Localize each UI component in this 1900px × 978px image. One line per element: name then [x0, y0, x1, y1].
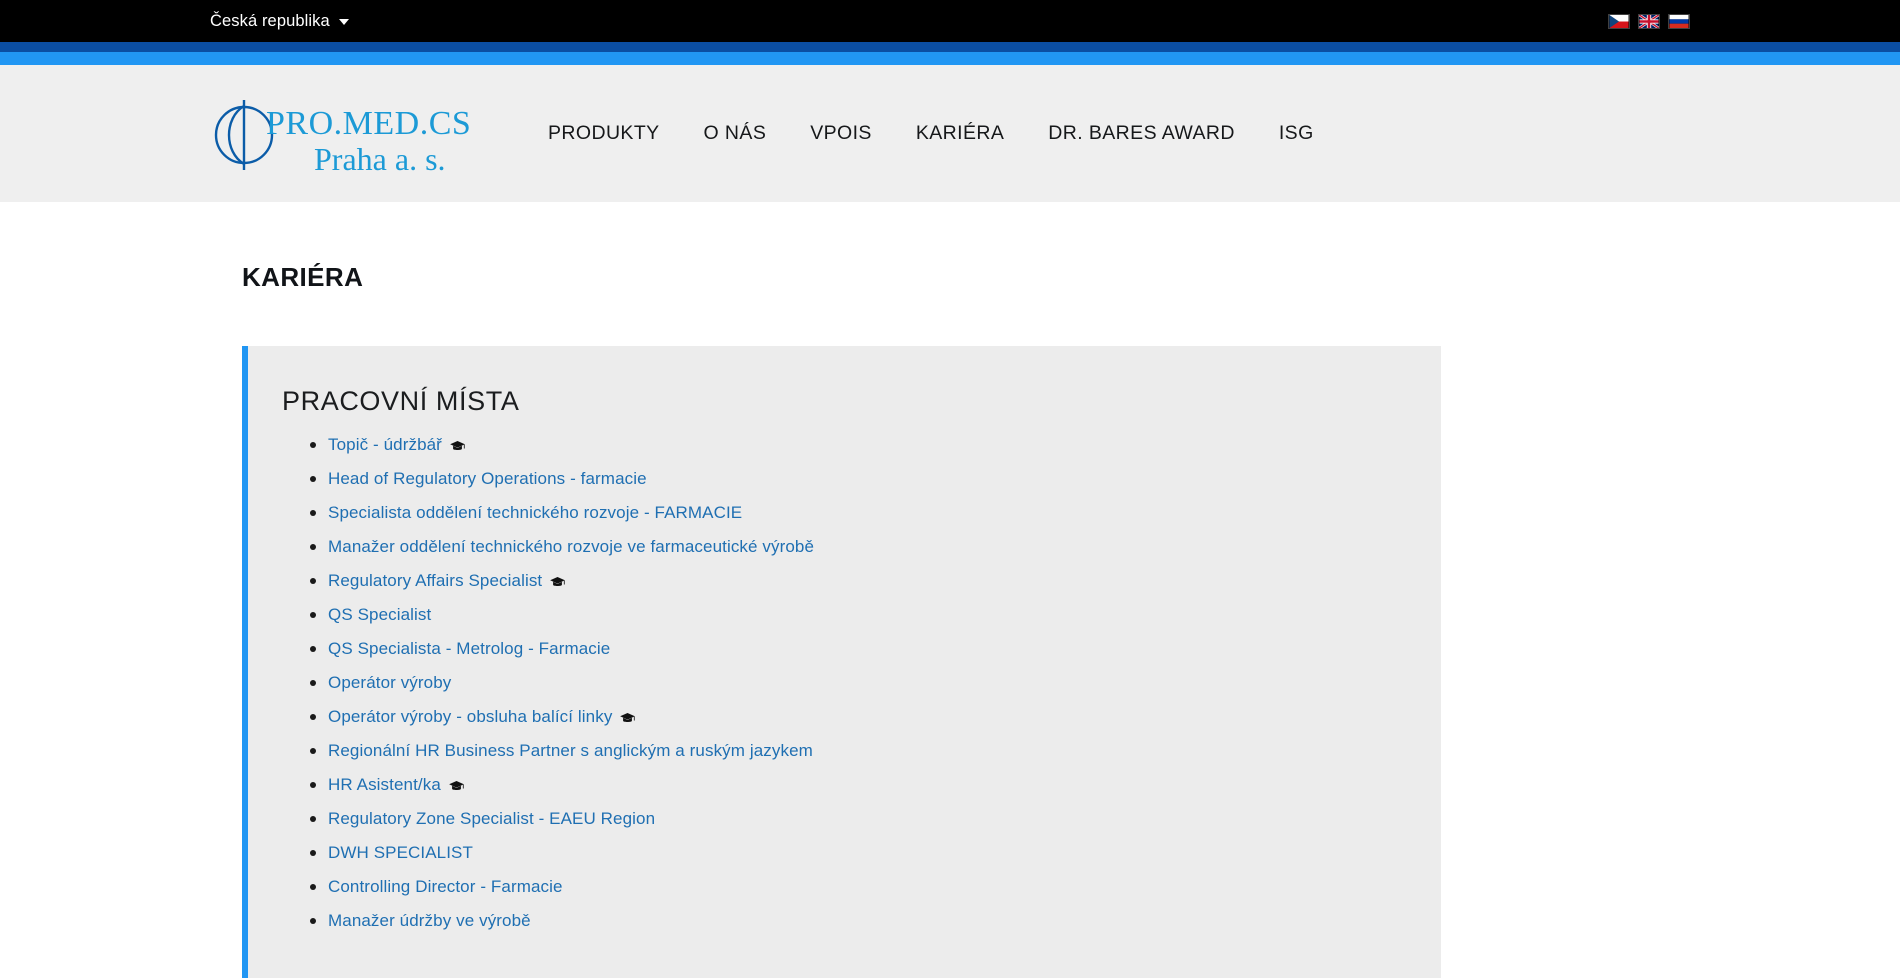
- job-link[interactable]: Head of Regulatory Operations - farmacie: [328, 469, 647, 488]
- country-selector-label: Česká republika: [210, 11, 330, 30]
- graduation-cap-icon: [449, 781, 464, 792]
- nav-item-kariera[interactable]: KARIÉRA: [915, 122, 1005, 144]
- list-item: [310, 673, 1441, 694]
- list-item: [310, 435, 1441, 456]
- list-item: [310, 605, 1441, 626]
- language-switcher[interactable]: [1608, 14, 1690, 29]
- list-item: [310, 503, 1441, 524]
- list-item: [310, 469, 1441, 490]
- list-item: [310, 537, 1441, 558]
- list-item: [310, 843, 1441, 864]
- job-link[interactable]: Regionální HR Business Partner s anglickým a ruským jazykem: [328, 741, 813, 760]
- page-title: KARIÉRA: [242, 262, 364, 292]
- panel-title: PRACOVNÍ MÍSTA: [282, 386, 520, 416]
- list-item: [310, 639, 1441, 660]
- graduation-cap-icon: [450, 441, 465, 452]
- site-header: [0, 65, 1900, 202]
- job-link[interactable]: Manažer údržby ve výrobě: [328, 911, 531, 930]
- list-item: [310, 809, 1441, 830]
- nav-item-dr-bares-award[interactable]: DR. BARES AWARD: [1048, 122, 1235, 144]
- job-list: [248, 435, 1441, 932]
- job-link[interactable]: QS Specialista - Metrolog - Farmacie: [328, 639, 611, 658]
- graduation-cap-icon: [550, 577, 565, 588]
- job-link[interactable]: Regulatory Affairs Specialist: [328, 571, 543, 590]
- job-listings-panel: [242, 346, 1441, 978]
- job-link[interactable]: Operátor výroby - obsluha balící linky: [328, 707, 613, 726]
- job-link[interactable]: Manažer oddělení technického rozvoje ve farmaceutické výrobě: [328, 537, 815, 556]
- job-link[interactable]: Topič - údržbář: [328, 435, 442, 454]
- job-link[interactable]: Regulatory Zone Specialist - EAEU Region: [328, 809, 656, 828]
- svg-text:PRO.MED.CS: PRO.MED.CS: [266, 104, 472, 142]
- graduation-cap-icon: [620, 713, 635, 724]
- nav-item-produkty[interactable]: PRODUKTY: [548, 122, 660, 144]
- nav-item-o-nas[interactable]: O NÁS: [703, 122, 767, 144]
- job-link[interactable]: Specialista oddělení technického rozvoje - FARMACIE: [328, 503, 743, 522]
- nav-item-isg[interactable]: ISG: [1278, 122, 1314, 144]
- job-link[interactable]: Operátor výroby: [328, 673, 452, 692]
- list-item: [310, 741, 1441, 762]
- site-logo[interactable]: [210, 88, 478, 180]
- list-item: [310, 707, 1441, 728]
- list-item: [310, 911, 1441, 932]
- flag-czech-icon[interactable]: [1608, 14, 1630, 29]
- stripe-light-blue: [0, 52, 1900, 65]
- nav-item-vpois[interactable]: VPOIS: [810, 122, 872, 144]
- chevron-down-icon: [339, 19, 349, 25]
- job-link[interactable]: Controlling Director - Farmacie: [328, 877, 563, 896]
- promedcs-logo-icon: [210, 88, 478, 180]
- flag-uk-icon[interactable]: [1638, 14, 1660, 29]
- main-navigation: [526, 112, 1336, 155]
- svg-text:Praha a. s.: Praha a. s.: [314, 140, 446, 177]
- list-item: [310, 571, 1441, 592]
- country-selector[interactable]: [210, 12, 349, 31]
- job-link[interactable]: QS Specialist: [328, 605, 432, 624]
- job-link[interactable]: HR Asistent/ka: [328, 775, 441, 794]
- flag-russia-icon[interactable]: [1668, 14, 1690, 29]
- stripe-dark-blue: [0, 42, 1900, 52]
- main-content: [190, 262, 1710, 978]
- top-bar: [0, 0, 1900, 42]
- job-link[interactable]: DWH SPECIALIST: [328, 843, 473, 862]
- list-item: [310, 877, 1441, 898]
- list-item: [310, 775, 1441, 796]
